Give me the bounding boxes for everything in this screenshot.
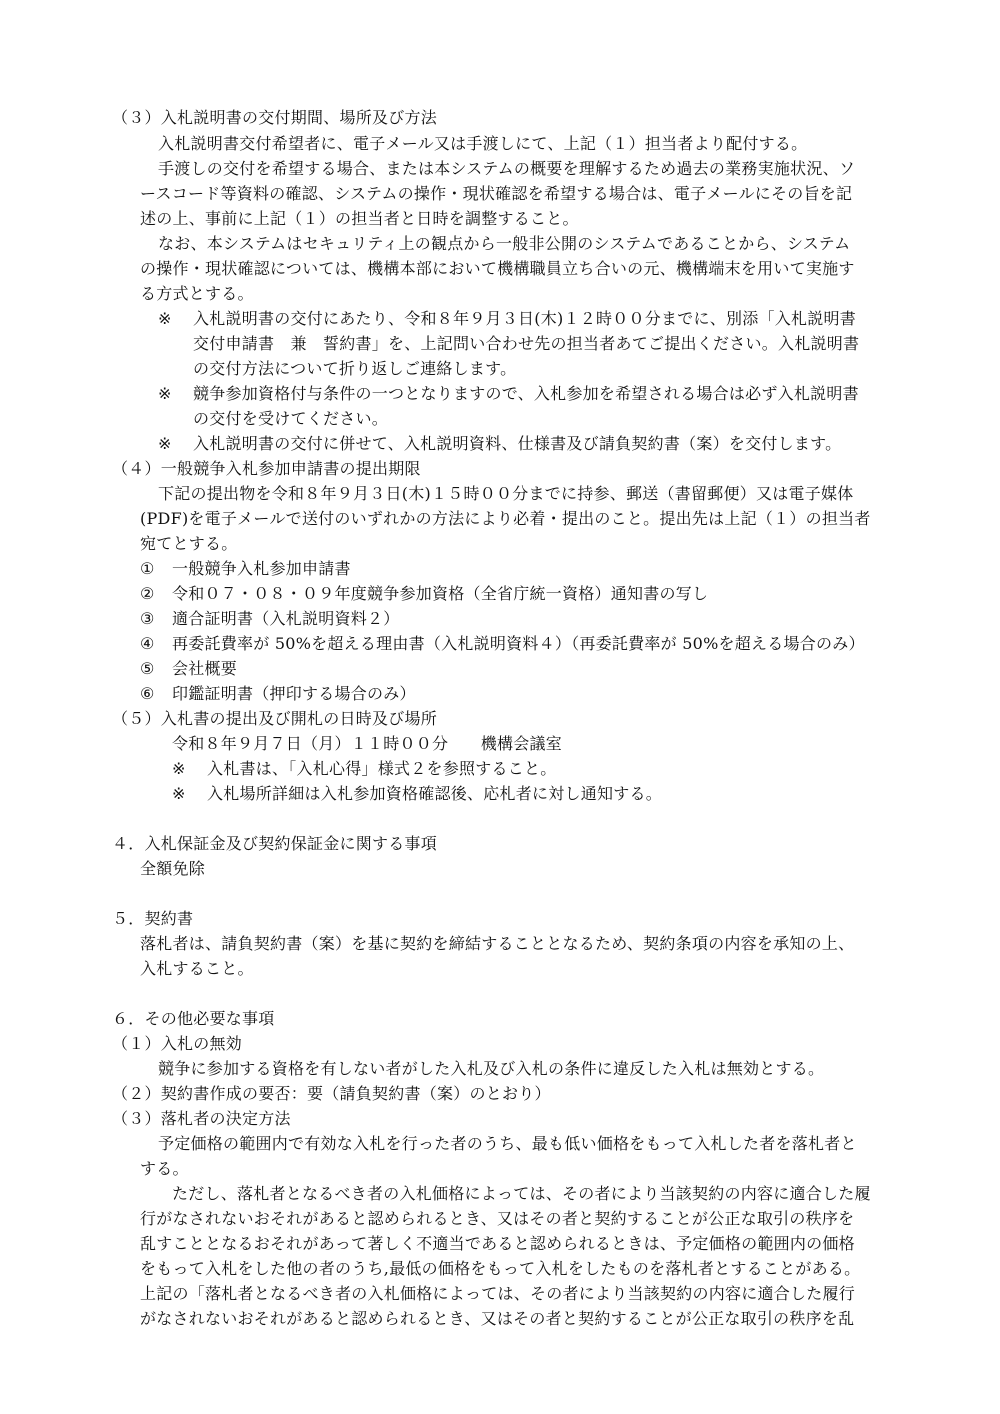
paragraph-line: (PDF)を電子メールで送付のいずれかの方法により必着・提出のこと。提出先は上記（１）の担当者	[140, 509, 871, 528]
note-mark: ※	[158, 384, 172, 403]
note-line: 競争参加資格付与条件の一つとなりますので、入札参加を希望される場合は必ず入札説明書	[193, 384, 859, 403]
paragraph-line: 述の上、事前に上記（１）の担当者と日時を調整すること。	[140, 209, 579, 228]
paragraph-line: なお、本システムはセキュリティ上の観点から一般非公開のシステムであることから、システム	[158, 234, 851, 253]
note-line: 入札説明書の交付に併せて、入札説明資料、仕様書及び請負契約書（案）を交付します。	[193, 434, 842, 453]
paragraph-line: 予定価格の範囲内で有効な入札を行った者のうち、最も低い価格をもって入札した者を落札者と	[158, 1134, 857, 1153]
section-heading-6-3: （３）落札者の決定方法	[112, 1109, 291, 1128]
chapter-heading-4: ４．入札保証金及び契約保証金に関する事項	[112, 834, 438, 853]
paragraph-line: をもって入札をした他の者のうち,最低の価格をもって入札をしたものを落札者とすることがある。	[140, 1259, 861, 1278]
paragraph-line: 令和８年９月７日（月）１１時００分 機構会議室	[172, 734, 563, 753]
paragraph-line: 下記の提出物を令和８年９月３日(木)１５時００分までに持参、郵送（書留郵便）又は電子媒体	[158, 484, 854, 503]
paragraph-line: ただし、落札者となるべき者の入札価格によっては、その者により当該契約の内容に適合した履	[172, 1184, 871, 1203]
section-heading-4: （４）一般競争入札参加申請書の提出期限	[112, 459, 421, 478]
list-number: ②	[140, 584, 155, 603]
section-heading-6-1: （１）入札の無効	[112, 1034, 243, 1053]
list-item: 再委託費率が 50%を超える理由書（入札説明資料４）（再委託費率が 50%を超える場合のみ）	[172, 634, 865, 653]
list-number: ⑥	[140, 684, 155, 703]
note-line: 入札説明書の交付にあたり、令和８年９月３日(木)１２時００分までに、別添「入札説明書	[193, 309, 856, 328]
note-line: 交付申請書 兼 誓約書」を、上記問い合わせ先の担当者あてご提出ください。入札説明書	[193, 334, 860, 353]
note-mark: ※	[172, 784, 186, 803]
note-line: の交付方法について折り返しご連絡します。	[193, 359, 517, 378]
paragraph-line: 全額免除	[140, 859, 206, 878]
paragraph-line: 上記の「落札者となるべき者の入札価格によっては、その者により当該契約の内容に適合した履行	[140, 1284, 856, 1303]
paragraph-line: 入札すること。	[140, 959, 254, 978]
list-number: ⑤	[140, 659, 155, 678]
paragraph-line: 乱すこととなるおそれがあって著しく不適当であると認められるときは、予定価格の範囲内の価格	[140, 1234, 855, 1253]
paragraph-line: 行がなされないおそれがあると認められるとき、又はその者と契約することが公正な取引の秩序を	[140, 1209, 855, 1228]
paragraph-line: 宛てとする。	[140, 534, 238, 553]
list-item: 会社概要	[172, 659, 238, 678]
paragraph-line: ースコード等資料の確認、システムの操作・現状確認を希望する場合は、電子メールにその旨を記	[140, 184, 853, 203]
paragraph-line: する。	[140, 1159, 189, 1178]
list-item: 適合証明書（入札説明資料２）	[172, 609, 400, 628]
paragraph-line: る方式とする。	[140, 284, 254, 303]
note-mark: ※	[158, 434, 172, 453]
note-mark: ※	[158, 309, 172, 328]
list-item: 印鑑証明書（押印する場合のみ）	[172, 684, 416, 703]
paragraph-line: 手渡しの交付を希望する場合、または本システムの概要を理解するため過去の業務実施状況、ソ	[158, 159, 856, 178]
paragraph-line: の操作・現状確認については、機構本部において機構職員立ち合いの元、機構端末を用いて実施す	[140, 259, 855, 278]
list-item: 令和０７・０８・０９年度競争参加資格（全省庁統一資格）通知書の写し	[172, 584, 709, 603]
section-heading-3: （３）入札説明書の交付期間、場所及び方法	[112, 108, 438, 127]
list-number: ③	[140, 609, 155, 628]
list-item: 一般競争入札参加申請書	[172, 559, 351, 578]
chapter-heading-5: ５．契約書	[112, 909, 194, 928]
list-number: ①	[140, 559, 155, 578]
note-line: 入札場所詳細は入札参加資格確認後、応札者に対し通知する。	[207, 784, 663, 803]
chapter-heading-6: ６．その他必要な事項	[112, 1009, 275, 1028]
paragraph-line: 落札者は、請負契約書（案）を基に契約を締結することとなるため、契約条項の内容を承知の上、	[140, 934, 855, 953]
paragraph-line: 入札説明書交付希望者に、電子メール又は手渡しにて、上記（１）担当者より配付する。	[158, 134, 808, 153]
note-line: 入札書は、「入札心得」様式２を参照すること。	[207, 759, 557, 778]
paragraph-line: 競争に参加する資格を有しない者がした入札及び入札の条件に違反した入札は無効とする。	[158, 1059, 825, 1078]
section-heading-6-2: （２）契約書作成の要否：要（請負契約書（案）のとおり）	[112, 1084, 551, 1103]
paragraph-line: がなされないおそれがあると認められるとき、又はその者と契約することが公正な取引の秩序を乱	[140, 1309, 855, 1328]
note-mark: ※	[172, 759, 186, 778]
note-line: の交付を受けてください。	[193, 409, 389, 428]
list-number: ④	[140, 634, 155, 653]
section-heading-5: （５）入札書の提出及び開札の日時及び場所	[112, 709, 438, 728]
